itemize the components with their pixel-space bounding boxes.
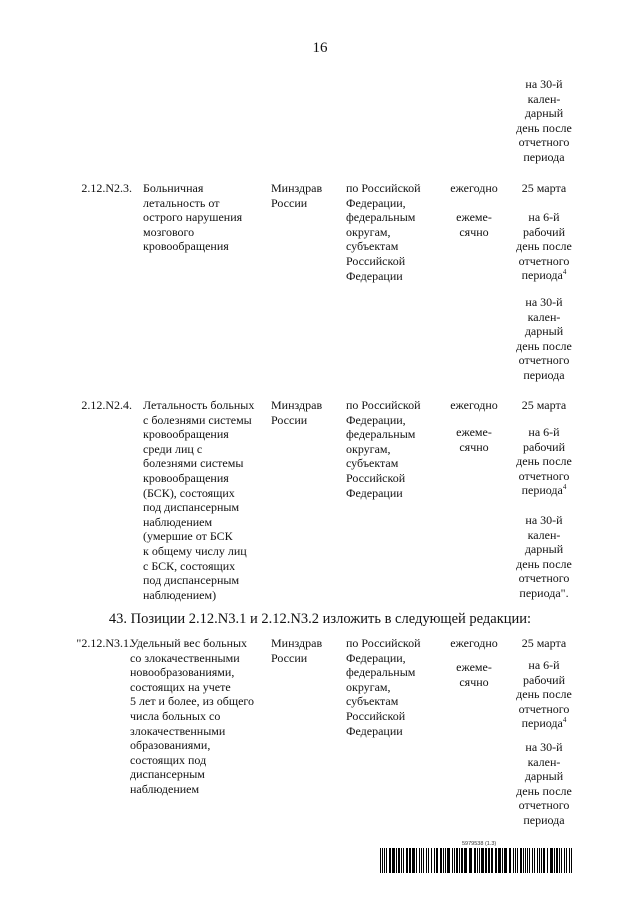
row-freq-annual: ежегодно <box>450 636 498 650</box>
barcode-bar <box>529 848 530 873</box>
row-deadline-calendar: на 30-й кален- дарный день после отчетного периода <box>516 740 572 827</box>
barcode-bar <box>513 848 514 873</box>
barcode-bar <box>488 848 490 873</box>
barcode-bar <box>454 848 455 873</box>
row-level: по Российской Федерации, федеральным округам, субъектам Российской Федерации <box>346 398 421 500</box>
barcode-bar <box>525 848 526 873</box>
barcode-bar <box>443 848 444 873</box>
barcode-bar <box>447 848 450 873</box>
row-level: по Российской Федерации, федеральным округам, субъектам Российской Федерации <box>346 636 421 738</box>
barcode-bar <box>527 848 528 873</box>
row-indicator: Летальность больных с болезнями системы кровообращения среди лиц с болезнями системы кровообращения (БСК), состоящих под диспансерным наблюдением (умершие от БСК к общему числу лиц с БСК, состоящих под диспансерным наблюдением) <box>143 398 255 602</box>
barcode-bar <box>474 848 476 873</box>
row-deadline-monthly <box>494 210 594 283</box>
row-code: 2.12.N2.3. <box>81 181 132 195</box>
page-number: 16 <box>312 40 328 56</box>
barcode-caption: 5979538 (1.3) <box>462 841 497 847</box>
barcode-bar <box>509 848 511 873</box>
row-agency: Минздрав России <box>271 181 323 210</box>
barcode-bar <box>520 848 522 873</box>
barcode-bar <box>481 848 484 873</box>
barcode-bar <box>434 848 435 873</box>
row-level: по Российской Федерации, федеральным округам, субъектам Российской Федерации <box>346 181 421 283</box>
deadline-monthly-text: на 6-й рабочий день после отчетного периода <box>516 210 572 283</box>
barcode-bar <box>382 848 383 873</box>
barcode-bar <box>495 848 497 873</box>
barcode-bar <box>550 848 553 873</box>
section-heading: 43. Позиции 2.12.N3.1 и 2.12.N3.2 изложить в следующей редакции: <box>108 611 532 627</box>
barcode-bar <box>561 848 562 873</box>
barcode-bar <box>534 848 535 873</box>
barcode-bar <box>426 848 427 873</box>
row-deadline-monthly <box>494 425 594 498</box>
row-freq-monthly: ежеме- сячно <box>456 660 492 689</box>
barcode-bar <box>479 848 480 873</box>
top-tail-deadline: на 30-й кален- дарный день после отчетного периода <box>516 77 572 164</box>
barcode-bar <box>569 848 570 873</box>
barcode-bar <box>419 848 420 873</box>
row-freq-monthly: ежеме- сячно <box>456 425 492 454</box>
barcode-bar <box>409 848 411 873</box>
barcode-bar <box>571 848 572 873</box>
barcode-bar <box>389 848 391 873</box>
barcode-bar <box>515 848 516 873</box>
barcode-bar <box>403 848 404 873</box>
barcode-bar <box>423 848 424 873</box>
row-freq-monthly: ежеме- сячно <box>456 210 492 239</box>
row-agency: Минздрав России <box>271 398 323 427</box>
row-agency: Минздрав России <box>271 636 323 665</box>
row-deadline-annual: 25 марта <box>521 181 567 195</box>
barcode-bar <box>396 848 397 873</box>
footnote-mark: 4 <box>562 268 567 277</box>
barcode-bar <box>461 848 463 873</box>
barcode-bar <box>537 848 538 873</box>
row-deadline-annual: 25 марта <box>521 398 567 412</box>
barcode-bar <box>485 848 487 873</box>
footnote-mark: 4 <box>562 716 567 725</box>
barcode-bar <box>554 848 555 873</box>
barcode-bar <box>386 848 387 873</box>
barcode-bar <box>491 848 493 873</box>
barcode-bar <box>380 848 381 873</box>
row-indicator: Удельный вес больных со злокачественными новообразованиями, состоящих на учете 5 лет и более, из общего числа больных со злокачественными образованиями, состоящих под диспансерным наблюдением <box>130 636 255 796</box>
barcode-bar <box>504 848 507 873</box>
barcode-bar <box>464 848 467 873</box>
barcode-bar <box>564 848 565 873</box>
barcode-bar <box>401 848 402 873</box>
row-deadline-annual: 25 марта <box>521 636 567 650</box>
barcode-bar <box>428 848 429 873</box>
barcode-bar <box>539 848 540 873</box>
barcode-bar <box>566 848 567 873</box>
row-deadline-calendar: на 30-й кален- дарный день после отчетного периода <box>516 295 572 382</box>
barcode-bar <box>392 848 395 873</box>
barcode-bar <box>412 848 415 873</box>
barcode-bar <box>541 848 542 873</box>
barcode-bar <box>398 848 400 873</box>
row-freq-annual: ежегодно <box>450 181 498 195</box>
barcode-bar <box>543 848 545 873</box>
barcode-bar <box>502 848 503 873</box>
row-indicator: Больничная летальность от острого нарушения мозгового кровообращения <box>143 181 243 254</box>
row-deadline-calendar: на 30-й кален- дарный день после отчетного периода". <box>516 513 572 600</box>
row-code: 2.12.N2.4. <box>81 398 132 412</box>
barcode <box>380 848 573 873</box>
barcode-bar <box>523 848 524 873</box>
footnote-mark: 4 <box>562 483 567 492</box>
barcode-bar <box>559 848 560 873</box>
barcode-bar <box>459 848 460 873</box>
deadline-monthly-text: на 6-й рабочий день после отчетного периода <box>516 425 572 498</box>
row-freq-annual: ежегодно <box>450 398 498 412</box>
row-deadline-monthly <box>494 658 594 731</box>
barcode-bar <box>452 848 453 873</box>
deadline-monthly-text: на 6-й рабочий день после отчетного периода <box>516 658 572 731</box>
barcode-bar <box>440 848 442 873</box>
barcode-bar <box>456 848 458 873</box>
barcode-bar <box>384 848 385 873</box>
barcode-bar <box>436 848 438 873</box>
barcode-bar <box>547 848 548 873</box>
barcode-bar <box>556 848 558 873</box>
barcode-bar <box>532 848 533 873</box>
barcode-bar <box>445 848 446 873</box>
row-code: "2.12.N3.1. <box>76 636 132 650</box>
barcode-bar <box>416 848 417 873</box>
barcode-bar <box>431 848 432 873</box>
barcode-bar <box>421 848 422 873</box>
barcode-bar <box>498 848 501 873</box>
barcode-bar <box>406 848 408 873</box>
barcode-bar <box>469 848 472 873</box>
barcode-bar <box>477 848 478 873</box>
barcode-bar <box>517 848 518 873</box>
